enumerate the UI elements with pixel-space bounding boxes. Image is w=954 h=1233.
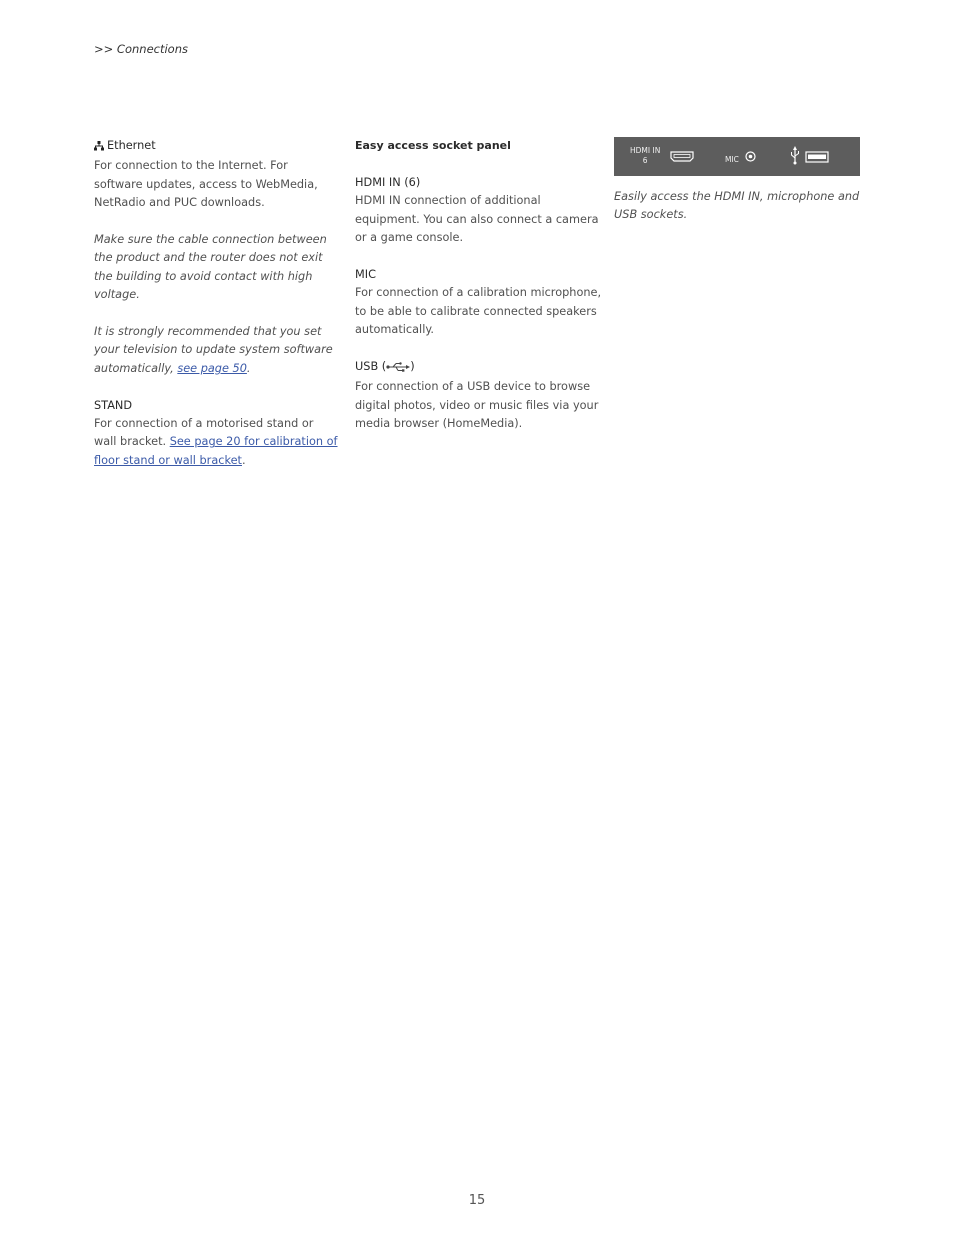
- mic-heading: MIC: [355, 267, 376, 281]
- ethernet-text: For connection to the Internet. For software updates, access to WebMedia, NetRadio and PUC downloads.: [94, 159, 318, 210]
- usb-icon: [386, 360, 410, 378]
- column-ethernet-stand: [94, 137, 339, 489]
- mic-text: For connection of a calibration microphone, to be able to calibrate connected speakers automatically.: [355, 286, 602, 337]
- usb-heading-start: USB (: [355, 359, 387, 373]
- stand-end: .: [241, 453, 246, 467]
- ethernet-note-update: [94, 323, 339, 378]
- stand-heading: STAND: [94, 398, 133, 412]
- hdmi-text: HDMI IN connection of additional equipment. You can also connect a camera or a game console.: [355, 194, 599, 245]
- hdmi-heading: HDMI IN (6): [355, 175, 421, 189]
- stand-calibration-link[interactable]: See page 20 for calibration of floor stand or wall bracket: [94, 435, 338, 467]
- panel-hdmi-label: HDMI IN: [630, 146, 661, 155]
- socket-panel-illustration: [614, 137, 860, 176]
- ethernet-note-high-voltage: Make sure the cable connection between the product and the router does not exit the building to avoid contact with high voltage.: [94, 233, 327, 302]
- see-page-50-link[interactable]: see page 50: [177, 361, 247, 375]
- mic-section: [355, 266, 605, 340]
- stand-section: [94, 397, 339, 471]
- usb-text: For connection of a USB device to browse digital photos, video or music files via your media browser (HomeMedia).: [355, 380, 599, 431]
- page-number: 15: [468, 1193, 486, 1208]
- ethernet-heading: Ethernet: [107, 139, 156, 152]
- hdmi-port-icon: [670, 151, 694, 162]
- hdmi-section: [355, 174, 605, 248]
- breadcrumb: >> Connections: [94, 42, 188, 56]
- ethernet-section: [94, 137, 339, 213]
- column-socket-panel: [355, 137, 605, 452]
- panel-hdmi-label-block: [630, 146, 660, 166]
- panel-caption: Easily access the HDMI IN, microphone and USB sockets.: [614, 190, 860, 222]
- usb-section: [355, 358, 605, 434]
- column-panel-illustration: [614, 137, 860, 243]
- usb-port-icon: [790, 146, 832, 166]
- update-note-text: It is strongly recommended that you set your television to update system software automatically,: [94, 325, 333, 375]
- usb-heading: [355, 358, 605, 378]
- ethernet-heading-row: [94, 137, 339, 157]
- mic-port-icon: [745, 151, 756, 162]
- panel-heading: Easy access socket panel: [355, 139, 511, 152]
- stand-text: For connection of a motorised stand or wall bracket.: [94, 417, 314, 449]
- update-note-end: .: [246, 361, 251, 375]
- panel-heading-section: [355, 137, 605, 155]
- usb-heading-end: ): [410, 359, 415, 373]
- ethernet-icon: [94, 139, 104, 157]
- panel-mic-label: MIC: [725, 155, 739, 164]
- panel-hdmi-number: 6: [642, 156, 648, 165]
